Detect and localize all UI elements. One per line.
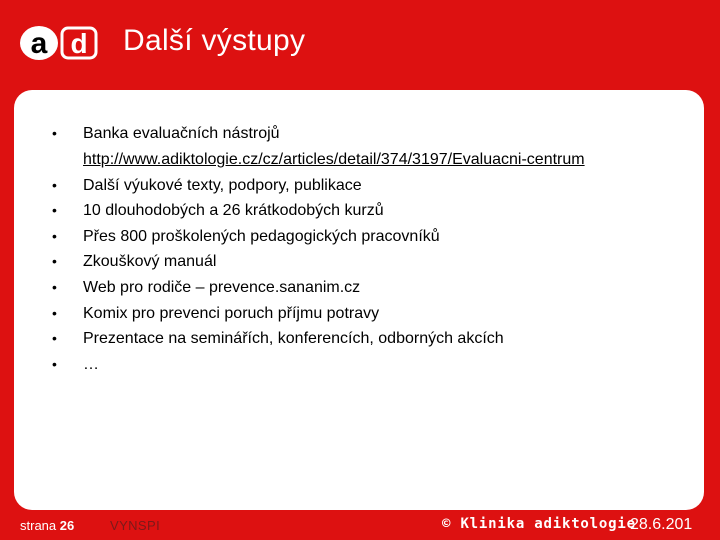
list-item [52, 224, 585, 250]
page-number [20, 518, 74, 533]
list-item-text: Další výukové texty, podpory, publikace [83, 176, 362, 194]
list-item-text: Banka evaluačních nástrojů [83, 125, 280, 142]
slide-title: Další výstupy [123, 24, 306, 57]
svg-text:a: a [30, 27, 48, 60]
list-item-text: Přes 800 proškolených pedagogických pracovníků [83, 227, 440, 245]
list-item-text: 10 dlouhodobých a 26 krátkodobých kurzů [83, 202, 384, 220]
adiktologie-logo [18, 20, 100, 64]
page-label: strana [20, 518, 57, 533]
list-item [52, 301, 585, 327]
list-item-text: Zkouškový manuál [83, 253, 217, 271]
bullet-icon: • [52, 355, 57, 372]
bullet-icon: • [52, 202, 57, 219]
list-item [52, 326, 585, 352]
list-item [52, 249, 585, 275]
footer-date: 28.6.201 [630, 516, 693, 533]
bullet-icon: • [52, 304, 57, 321]
bullet-icon: • [52, 125, 57, 141]
list-item [52, 173, 585, 199]
bullet-list [52, 121, 585, 377]
page-number-value: 26 [59, 518, 75, 533]
footer-brand: © Klinika adiktologie [442, 516, 636, 532]
list-item-text: … [83, 355, 99, 373]
list-item [52, 198, 585, 224]
svg-text:d: d [70, 28, 88, 59]
bullet-icon: • [52, 253, 57, 270]
bullet-icon: • [52, 176, 57, 193]
list-item-text: Komix pro prevenci poruch příjmu potravy [83, 304, 380, 322]
evaluation-center-link[interactable]: http://www.adiktologie.cz/cz/articles/detail/374/3197/Evaluacni-centrum [83, 150, 585, 168]
bullet-icon: • [52, 278, 57, 295]
list-item [52, 275, 585, 301]
list-item [52, 121, 585, 173]
bullet-icon: • [52, 330, 57, 347]
footer-project: VYNSPI [110, 518, 161, 533]
bullet-icon: • [52, 227, 57, 244]
list-item [52, 352, 585, 378]
list-item-text: Web pro rodiče – prevence.sananim.cz [83, 278, 361, 296]
list-item-text: Prezentace na seminářích, konferencích, odborných akcích [83, 330, 504, 348]
